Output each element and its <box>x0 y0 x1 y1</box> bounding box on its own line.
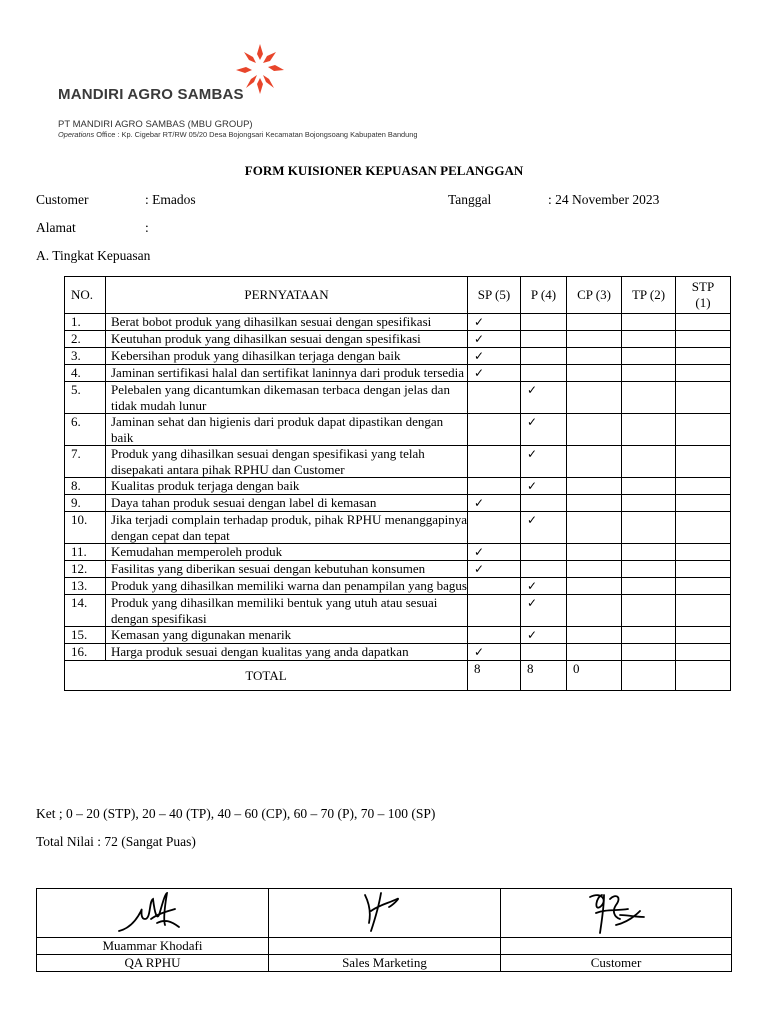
rating-cell-sp <box>468 544 521 561</box>
row-statement: Produk yang dihasilkan memiliki bentuk yang utuh atau sesuai dengan spesifikasi <box>106 595 468 627</box>
rating-cell-cp <box>567 348 622 365</box>
check-mark-icon: ✓ <box>474 562 485 576</box>
rating-cell-tp <box>622 446 676 478</box>
table-row <box>65 414 731 446</box>
rating-cell-tp <box>622 314 676 331</box>
table-row <box>65 314 731 331</box>
row-statement: Kemudahan memperoleh produk <box>106 544 468 561</box>
rating-cell-sp <box>468 595 521 627</box>
rating-cell-sp <box>468 331 521 348</box>
rating-cell-p <box>521 627 567 644</box>
customer-value: : Emados <box>145 192 196 207</box>
check-mark-icon: ✓ <box>527 383 538 397</box>
total-tp <box>622 661 676 691</box>
header-tp: TP (2) <box>622 277 676 314</box>
tanggal-value: : 24 November 2023 <box>548 192 660 207</box>
rating-cell-p <box>521 512 567 544</box>
row-number: 11. <box>65 544 106 561</box>
rating-cell-tp <box>622 478 676 495</box>
alamat-value: : <box>145 220 149 235</box>
row-statement: Kebersihan produk yang dihasilkan terjaga dengan baik <box>106 348 468 365</box>
row-statement: Daya tahan produk sesuai dengan label di kemasan <box>106 495 468 512</box>
rating-cell-tp <box>622 578 676 595</box>
signature-role-qa: QA RPHU <box>37 955 269 972</box>
signature-table <box>36 888 732 972</box>
row-number: 6. <box>65 414 106 446</box>
table-row <box>65 512 731 544</box>
rating-cell-p <box>521 644 567 661</box>
ops-label: Operations <box>58 130 95 139</box>
total-label: TOTAL <box>65 661 468 691</box>
rating-cell-tp <box>622 595 676 627</box>
rating-cell-p <box>521 595 567 627</box>
rating-cell-cp <box>567 578 622 595</box>
score-legend: Ket ; 0 – 20 (STP), 20 – 40 (TP), 40 – 60 (CP), 60 – 70 (P), 70 – 100 (SP) <box>36 806 436 821</box>
row-statement: Keutuhan produk yang dihasilkan sesuai dengan spesifikasi <box>106 331 468 348</box>
customer-label: Customer <box>36 192 89 207</box>
signature-cell-qa <box>37 889 269 938</box>
rating-cell-stp <box>676 446 731 478</box>
rating-cell-sp <box>468 314 521 331</box>
table-row <box>65 595 731 627</box>
rating-cell-tp <box>622 365 676 382</box>
row-number: 15. <box>65 627 106 644</box>
rating-cell-cp <box>567 446 622 478</box>
rating-cell-cp <box>567 478 622 495</box>
rating-cell-cp <box>567 331 622 348</box>
row-number: 7. <box>65 446 106 478</box>
row-statement: Jaminan sertifikasi halal dan sertifikat laninnya dari produk tersedia <box>106 365 468 382</box>
total-row <box>65 661 731 691</box>
header-stp: STP (1) <box>676 277 731 314</box>
signature-name-customer <box>501 938 732 955</box>
rating-cell-tp <box>622 348 676 365</box>
rating-cell-stp <box>676 331 731 348</box>
table-row <box>65 365 731 382</box>
row-statement: Jaminan sehat dan higienis dari produk dapat dipastikan dengan baik <box>106 414 468 446</box>
rating-cell-cp <box>567 544 622 561</box>
rating-cell-stp <box>676 644 731 661</box>
rating-cell-sp <box>468 495 521 512</box>
total-score: Total Nilai : 72 (Sangat Puas) <box>36 834 196 849</box>
header-no: NO. <box>65 277 106 314</box>
check-mark-icon: ✓ <box>527 513 538 527</box>
rating-cell-p <box>521 314 567 331</box>
rating-cell-stp <box>676 314 731 331</box>
rating-cell-tp <box>622 495 676 512</box>
rating-cell-sp <box>468 382 521 414</box>
signature-role-customer: Customer <box>501 955 732 972</box>
row-statement: Pelebalen yang dicantumkan dikemasan terbaca dengan jelas dan tidak mudah lunur <box>106 382 468 414</box>
total-stp <box>676 661 731 691</box>
check-mark-icon: ✓ <box>527 628 538 642</box>
rating-cell-tp <box>622 414 676 446</box>
row-number: 14. <box>65 595 106 627</box>
total-cp: 0 <box>567 661 622 691</box>
rating-cell-p <box>521 414 567 446</box>
brand-name: MANDIRI AGRO SAMBAS <box>58 86 244 103</box>
header-sp: SP (5) <box>468 277 521 314</box>
check-mark-icon: ✓ <box>474 315 485 329</box>
rating-cell-stp <box>676 512 731 544</box>
rating-cell-cp <box>567 512 622 544</box>
rating-cell-tp <box>622 382 676 414</box>
row-number: 4. <box>65 365 106 382</box>
rating-cell-cp <box>567 644 622 661</box>
rating-cell-p <box>521 382 567 414</box>
row-number: 3. <box>65 348 106 365</box>
rating-cell-cp <box>567 382 622 414</box>
signature-cell-sales <box>269 889 501 938</box>
rating-cell-p <box>521 365 567 382</box>
table-row <box>65 348 731 365</box>
operations-address <box>58 130 418 139</box>
rating-cell-stp <box>676 478 731 495</box>
row-number: 2. <box>65 331 106 348</box>
row-statement: Kualitas produk terjaga dengan baik <box>106 478 468 495</box>
tanggal-label: Tanggal <box>448 192 492 207</box>
rating-cell-sp <box>468 512 521 544</box>
rating-cell-stp <box>676 382 731 414</box>
rating-cell-cp <box>567 365 622 382</box>
rating-cell-tp <box>622 544 676 561</box>
row-statement: Berat bobot produk yang dihasilkan sesuai dengan spesifikasi <box>106 314 468 331</box>
table-row <box>65 382 731 414</box>
row-number: 1. <box>65 314 106 331</box>
rating-cell-sp <box>468 578 521 595</box>
rating-cell-stp <box>676 414 731 446</box>
table-row <box>65 331 731 348</box>
section-heading: A. Tingkat Kepuasan <box>36 248 151 263</box>
header-pernyataan: PERNYATAAN <box>106 277 468 314</box>
check-mark-icon: ✓ <box>474 496 485 510</box>
table-row <box>65 627 731 644</box>
check-mark-icon: ✓ <box>474 349 485 363</box>
rating-cell-sp <box>468 414 521 446</box>
rating-cell-stp <box>676 544 731 561</box>
row-statement: Jika terjadi complain terhadap produk, pihak RPHU menanggapinya dengan cepat dan tepat <box>106 512 468 544</box>
rating-cell-stp <box>676 627 731 644</box>
row-number: 5. <box>65 382 106 414</box>
row-number: 13. <box>65 578 106 595</box>
rating-cell-tp <box>622 512 676 544</box>
rating-cell-p <box>521 478 567 495</box>
table-row <box>65 578 731 595</box>
rating-cell-stp <box>676 561 731 578</box>
row-statement: Produk yang dihasilkan memiliki warna dan penampilan yang bagus <box>106 578 468 595</box>
check-mark-icon: ✓ <box>527 447 538 461</box>
signature-cell-customer <box>501 889 732 938</box>
rating-cell-sp <box>468 446 521 478</box>
rating-cell-cp <box>567 561 622 578</box>
rating-cell-cp <box>567 414 622 446</box>
row-number: 8. <box>65 478 106 495</box>
satisfaction-table <box>64 276 731 691</box>
signature-sales-icon <box>345 889 425 937</box>
signature-qa-icon <box>113 889 193 937</box>
ops-address-text: Office : Kp. Cigebar RT/RW 05/20 Desa Bojongsari Kecamatan Bojongsoang Kabupaten Bandung <box>94 130 418 139</box>
signature-name-sales <box>269 938 501 955</box>
check-mark-icon: ✓ <box>474 545 485 559</box>
rating-cell-p <box>521 544 567 561</box>
rating-cell-tp <box>622 644 676 661</box>
rating-cell-sp <box>468 348 521 365</box>
row-statement: Produk yang dihasilkan sesuai dengan spesifikasi yang telah disepakati antara pihak RPHU dan Customer <box>106 446 468 478</box>
company-name: PT MANDIRI AGRO SAMBAS (MBU GROUP) <box>58 119 253 130</box>
form-title: FORM KUISIONER KEPUASAN PELANGGAN <box>244 163 524 178</box>
signature-name-qa: Muammar Khodafi <box>37 938 269 955</box>
table-row <box>65 644 731 661</box>
check-mark-icon: ✓ <box>527 479 538 493</box>
table-row <box>65 495 731 512</box>
check-mark-icon: ✓ <box>527 579 538 593</box>
row-number: 12. <box>65 561 106 578</box>
rating-cell-cp <box>567 627 622 644</box>
header-cp: CP (3) <box>567 277 622 314</box>
check-mark-icon: ✓ <box>474 332 485 346</box>
header-p: P (4) <box>521 277 567 314</box>
signature-customer-icon <box>576 889 656 937</box>
rating-cell-tp <box>622 627 676 644</box>
check-mark-icon: ✓ <box>527 596 538 610</box>
rating-cell-stp <box>676 348 731 365</box>
rating-cell-stp <box>676 365 731 382</box>
rating-cell-cp <box>567 495 622 512</box>
rating-cell-p <box>521 331 567 348</box>
rating-cell-stp <box>676 495 731 512</box>
total-sp: 8 <box>468 661 521 691</box>
rating-cell-p <box>521 348 567 365</box>
signature-role-sales: Sales Marketing <box>269 955 501 972</box>
rating-cell-p <box>521 446 567 478</box>
table-row <box>65 561 731 578</box>
row-number: 10. <box>65 512 106 544</box>
rating-cell-tp <box>622 331 676 348</box>
rating-cell-sp <box>468 561 521 578</box>
check-mark-icon: ✓ <box>474 366 485 380</box>
row-statement: Fasilitas yang diberikan sesuai dengan kebutuhan konsumen <box>106 561 468 578</box>
rating-cell-sp <box>468 627 521 644</box>
table-row <box>65 446 731 478</box>
row-statement: Harga produk sesuai dengan kualitas yang anda dapatkan <box>106 644 468 661</box>
rating-cell-sp <box>468 478 521 495</box>
rating-cell-p <box>521 495 567 512</box>
check-mark-icon: ✓ <box>527 415 538 429</box>
check-mark-icon: ✓ <box>474 645 485 659</box>
alamat-label: Alamat <box>36 220 76 235</box>
total-p: 8 <box>521 661 567 691</box>
rating-cell-stp <box>676 595 731 627</box>
rating-cell-p <box>521 578 567 595</box>
rating-cell-p <box>521 561 567 578</box>
rating-cell-sp <box>468 365 521 382</box>
rating-cell-tp <box>622 561 676 578</box>
row-number: 9. <box>65 495 106 512</box>
table-row <box>65 478 731 495</box>
row-number: 16. <box>65 644 106 661</box>
rating-cell-cp <box>567 314 622 331</box>
rating-cell-stp <box>676 578 731 595</box>
row-statement: Kemasan yang digunakan menarik <box>106 627 468 644</box>
rating-cell-cp <box>567 595 622 627</box>
table-row <box>65 544 731 561</box>
rating-cell-sp <box>468 644 521 661</box>
table-header-row <box>65 277 731 314</box>
